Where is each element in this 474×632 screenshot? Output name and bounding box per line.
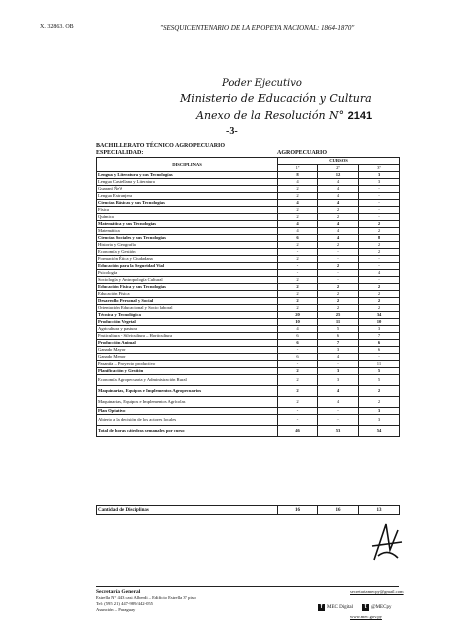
course-3-hours: 6: [359, 347, 400, 354]
footer-mecpy[interactable]: [362, 604, 391, 611]
course-2-hours: 3: [318, 368, 359, 375]
discipline-count-table: [96, 505, 400, 515]
footer-contact: [96, 589, 196, 613]
course-1-hours: 46: [278, 426, 318, 437]
course-1-hours: -: [278, 361, 318, 368]
course-2-hours: -: [318, 249, 359, 256]
facebook-icon: f: [318, 604, 325, 611]
institution-line-1: Poder Ejecutivo: [222, 78, 302, 89]
course-2-hours: 2: [318, 214, 359, 221]
discipline-name: Física: [97, 207, 278, 214]
course-3-hours: 2: [359, 284, 400, 291]
page-number: -3-: [226, 126, 238, 137]
course-3-hours: 2: [359, 228, 400, 235]
course-1-hours: 20: [278, 312, 318, 319]
discipline-name: Ganado Mayor: [97, 347, 278, 354]
course-1-hours: 2: [278, 242, 318, 249]
course-1-hours: -: [278, 408, 318, 415]
course-3-hours: 34: [359, 312, 400, 319]
table-row: [97, 186, 400, 193]
table-row: [97, 386, 400, 397]
specialty-value: AGROPECUARIO: [277, 150, 328, 156]
table-row: [97, 200, 400, 207]
table-row: [97, 263, 400, 270]
course-1-hours: 2: [278, 186, 318, 193]
course-2-hours: 4: [318, 179, 359, 186]
course-2-hours: 4: [318, 193, 359, 200]
discipline-name: Química: [97, 214, 278, 221]
course-2-hours: 4: [318, 386, 359, 397]
course-2-hours: 4: [318, 186, 359, 193]
footer-title: Secretaría General: [96, 589, 141, 595]
course-3-hours: 2: [359, 249, 400, 256]
discipline-name: Desarrollo Personal y Social: [97, 298, 278, 305]
course-3-hours: -: [359, 214, 400, 221]
discipline-name: Agricultura y pastura: [97, 326, 278, 333]
course-2-hours: 2: [318, 291, 359, 298]
table-row: [97, 368, 400, 375]
course-3-hours: 54: [359, 426, 400, 437]
table-row: [97, 397, 400, 408]
course-3-hours: -: [359, 263, 400, 270]
course-1-hours: 2: [278, 284, 318, 291]
footer-address: Estrella N° 443 casi Alberdi – Edificio Estrella 3º piso: [96, 595, 196, 600]
course-1-hours: 4: [278, 179, 318, 186]
discipline-name: Maquinarias, Equipos e Implementos Agropecuarios: [97, 386, 278, 397]
discipline-name: Guaraní Ñe'ẽ: [97, 186, 278, 193]
course-header-2: 2º: [318, 165, 359, 172]
footer-phone: Tel: (595 21) 447-989/442-055: [96, 601, 153, 606]
course-3-hours: 2: [359, 291, 400, 298]
table-row: [97, 193, 400, 200]
course-2-hours: 2: [318, 207, 359, 214]
course-1-hours: 2: [278, 256, 318, 263]
handwritten-signature: [368, 520, 404, 564]
course-3-hours: -: [359, 354, 400, 361]
course-2-hours: 7: [318, 340, 359, 347]
table-row: [97, 347, 400, 354]
course-1-hours: 4: [278, 221, 318, 228]
discipline-name: Ganado Menor: [97, 354, 278, 361]
course-1-hours: 4: [278, 200, 318, 207]
course-1-hours: 2: [278, 386, 318, 397]
course-2-hours: 2: [318, 298, 359, 305]
document-motto: "SESQUICENTENARIO DE LA EPOPEYA NACIONAL: 1864-1870": [160, 24, 355, 32]
course-1-hours: 6: [278, 235, 318, 242]
course-2-hours: 4: [318, 221, 359, 228]
table-row: [97, 319, 400, 326]
program-title: BACHILLERATO TÉCNICO AGROPECUARIO: [96, 143, 226, 149]
discipline-name: Psicología: [97, 270, 278, 277]
course-2-hours: 5: [318, 326, 359, 333]
discipline-name: Ciencias Sociales y sus Tecnologías: [97, 235, 278, 242]
course-1-hours: 6: [278, 333, 318, 340]
mecpy-label: @MECpy: [371, 605, 392, 610]
course-2-hours: 2: [318, 305, 359, 312]
discipline-name: Economía Agropecuaria y Administración Rural: [97, 375, 278, 386]
discipline-name: Formación Ética y Ciudadana: [97, 256, 278, 263]
course-1-hours: -: [278, 263, 318, 270]
discipline-name: Lengua Extranjera: [97, 193, 278, 200]
table-row: [97, 312, 400, 319]
course-1-hours: 6: [278, 340, 318, 347]
discipline-name: Total de horas cátedras semanales por curso: [97, 426, 278, 437]
disciplines-header: DISCIPLINAS: [97, 158, 278, 172]
discipline-count-row: [97, 506, 400, 515]
course-3-hours: 2: [359, 298, 400, 305]
institution-line-2: Ministerio de Educación y Cultura: [180, 92, 372, 105]
course-1-hours: 4: [278, 326, 318, 333]
discipline-name: Producción Vegetal: [97, 319, 278, 326]
course-1-hours: -: [278, 249, 318, 256]
course-2-hours: 4: [318, 354, 359, 361]
course-2-hours: 25: [318, 312, 359, 319]
table-row: [97, 284, 400, 291]
course-2-hours: 11: [318, 319, 359, 326]
table-row: [97, 179, 400, 186]
course-3-hours: 5: [359, 375, 400, 386]
discipline-name: Producción Animal: [97, 340, 278, 347]
course-3-hours: 8: [359, 235, 400, 242]
resolution-number: 2141: [347, 110, 373, 122]
discipline-count-label: Cantidad de Disciplinas: [97, 506, 278, 515]
course-1-hours: 2: [278, 397, 318, 408]
document-reference: X. 32863. OB: [40, 24, 74, 30]
course-3-hours: 2: [359, 221, 400, 228]
course-2-hours: 12: [318, 172, 359, 179]
course-3-hours: -: [359, 277, 400, 284]
table-row: [97, 333, 400, 340]
course-2-hours: 2: [318, 284, 359, 291]
course-3-hours: 2: [359, 386, 400, 397]
table-row: [97, 375, 400, 386]
course-2-hours: 6: [318, 333, 359, 340]
course-3-hours: 3: [359, 172, 400, 179]
course-3-hours: 11: [359, 361, 400, 368]
institution-line-3: [196, 109, 372, 122]
course-2-hours: 4: [318, 200, 359, 207]
course-2-hours: -: [318, 270, 359, 277]
course-3-hours: 4: [359, 270, 400, 277]
discipline-name: Plan Optativo: [97, 408, 278, 415]
discipline-name: Educación Física y sus Tecnologías: [97, 284, 278, 291]
course-1-hours: 4: [278, 228, 318, 235]
discipline-name: Educación para la Seguridad Vial: [97, 263, 278, 270]
table-row: [97, 426, 400, 437]
course-3-hours: 3: [359, 408, 400, 415]
course-3-hours: -: [359, 186, 400, 193]
course-1-hours: 2: [278, 375, 318, 386]
discipline-count-2: 16: [318, 506, 359, 515]
table-row: [97, 298, 400, 305]
discipline-name: Matemática: [97, 228, 278, 235]
table-row: [97, 249, 400, 256]
discipline-count-1: 16: [278, 506, 318, 515]
course-1-hours: -: [278, 415, 318, 426]
course-2-hours: 3: [318, 375, 359, 386]
course-1-hours: 2: [278, 305, 318, 312]
course-3-hours: 6: [359, 340, 400, 347]
course-2-hours: -: [318, 415, 359, 426]
discipline-name: Planificación y Gestión: [97, 368, 278, 375]
table-row: [97, 305, 400, 312]
discipline-name: Matemática y sus Tecnologías: [97, 221, 278, 228]
course-2-hours: 4: [318, 235, 359, 242]
course-3-hours: 3: [359, 179, 400, 186]
discipline-name: Pasantía – Proyecto productivo: [97, 361, 278, 368]
course-2-hours: -: [318, 277, 359, 284]
footer-mec-digital[interactable]: [318, 604, 353, 611]
course-2-hours: 4: [318, 397, 359, 408]
discipline-name: Maquinarias, Equipos e Implementos Agrícolas: [97, 397, 278, 408]
course-2-hours: -: [318, 256, 359, 263]
table-row: [97, 270, 400, 277]
course-header-3: 3º: [359, 165, 400, 172]
discipline-name: Lengua Castellana y Literatura: [97, 179, 278, 186]
footer-email-link[interactable]: secretariamecpy@gmail.com: [350, 589, 404, 594]
table-row: [97, 256, 400, 263]
course-1-hours: 6: [278, 354, 318, 361]
footer-divider: [96, 586, 399, 587]
footer-city: Asunción – Paraguay: [96, 607, 136, 612]
discipline-name: Sociología y Antropología Cultural: [97, 277, 278, 284]
curriculum-table: [96, 157, 400, 437]
course-3-hours: 2: [359, 397, 400, 408]
courses-header: CURSOS: [278, 158, 400, 165]
course-3-hours: 2: [359, 242, 400, 249]
discipline-name: Orientación Educacional y Socio laboral: [97, 305, 278, 312]
table-row: [97, 228, 400, 235]
discipline-name: Abierto a la decisión de los actores locales: [97, 415, 278, 426]
course-3-hours: 7: [359, 333, 400, 340]
course-3-hours: 3: [359, 415, 400, 426]
course-2-hours: -: [318, 408, 359, 415]
discipline-count-3: 13: [359, 506, 400, 515]
course-3-hours: 5: [359, 368, 400, 375]
discipline-name: Economía y Gestión: [97, 249, 278, 256]
course-1-hours: 2: [278, 291, 318, 298]
discipline-name: Técnica y Tecnológica: [97, 312, 278, 319]
table-row: [97, 207, 400, 214]
discipline-name: Ciencias Básicas y sus Tecnologías: [97, 200, 278, 207]
resolution-prefix: Anexo de la Resolución N°: [196, 109, 345, 122]
course-3-hours: -: [359, 200, 400, 207]
table-row: [97, 291, 400, 298]
course-1-hours: 2: [278, 214, 318, 221]
footer-website-link[interactable]: www.mec.gov.py: [350, 614, 382, 619]
course-1-hours: 10: [278, 319, 318, 326]
course-1-hours: 2: [278, 207, 318, 214]
discipline-name: Fruticultura - Silvicultura – Horticultura: [97, 333, 278, 340]
discipline-name: Lengua y Literatura y sus Tecnologías: [97, 172, 278, 179]
table-row: [97, 242, 400, 249]
table-row: [97, 221, 400, 228]
course-2-hours: 2: [318, 242, 359, 249]
course-1-hours: -: [278, 270, 318, 277]
course-2-hours: 4: [318, 228, 359, 235]
table-row: [97, 326, 400, 333]
course-2-hours: -: [318, 361, 359, 368]
table-row: [97, 172, 400, 179]
discipline-name: Educación Física: [97, 291, 278, 298]
table-row: [97, 354, 400, 361]
table-row: [97, 408, 400, 415]
mec-digital-label: MEC Digital: [327, 605, 353, 610]
course-2-hours: 2: [318, 263, 359, 270]
course-1-hours: 2: [278, 277, 318, 284]
table-row: [97, 340, 400, 347]
discipline-name: Historia y Geografía: [97, 242, 278, 249]
course-1-hours: 2: [278, 368, 318, 375]
course-1-hours: -: [278, 347, 318, 354]
table-row: [97, 415, 400, 426]
twitter-icon: t: [362, 604, 369, 611]
table-row: [97, 235, 400, 242]
table-row: [97, 277, 400, 284]
specialty-label: ESPECIALIDAD:: [96, 150, 144, 156]
course-2-hours: 53: [318, 426, 359, 437]
course-3-hours: 10: [359, 319, 400, 326]
course-1-hours: 2: [278, 298, 318, 305]
course-header-1: 1º: [278, 165, 318, 172]
course-3-hours: 3: [359, 326, 400, 333]
course-1-hours: 2: [278, 193, 318, 200]
course-3-hours: 2: [359, 305, 400, 312]
table-row: [97, 361, 400, 368]
course-1-hours: 8: [278, 172, 318, 179]
table-row: [97, 214, 400, 221]
course-3-hours: -: [359, 256, 400, 263]
course-3-hours: -: [359, 193, 400, 200]
course-3-hours: -: [359, 207, 400, 214]
course-2-hours: 3: [318, 347, 359, 354]
